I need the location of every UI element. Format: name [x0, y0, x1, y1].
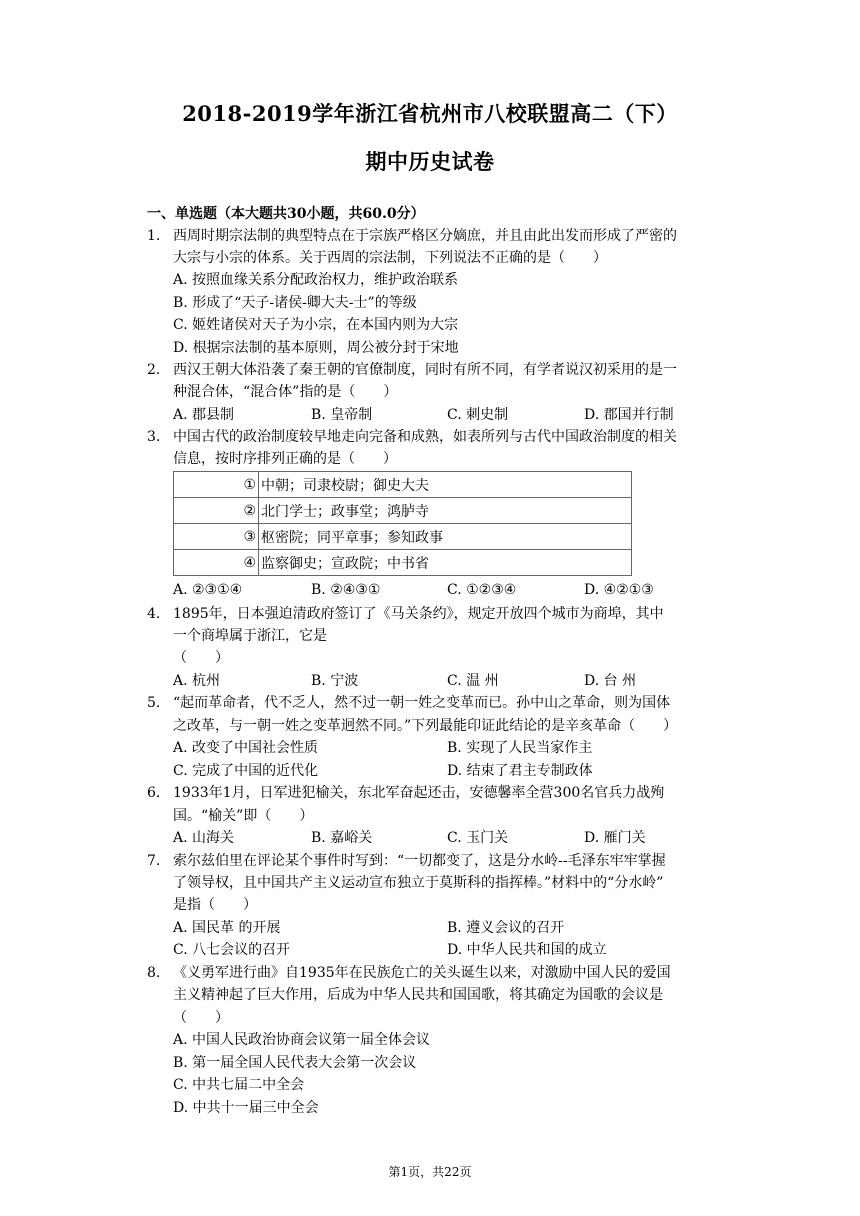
option-b: B. ②④③①: [311, 582, 381, 598]
question-text: 中国古代的政治制度较早地走向完备和成熟，如表所列与古代中国政治制度的相关: [173, 429, 677, 445]
question-number: 3.: [147, 429, 161, 445]
table-row: [174, 498, 632, 524]
question-number: 2.: [147, 362, 161, 378]
option-a: A. 杭州: [173, 673, 221, 689]
table-cell-index: ③: [174, 524, 259, 550]
question-text: 了领导权，且中国共产主义运动宣布独立于莫斯科的指挥棒。”材料中的“分水岭”: [173, 875, 664, 891]
section-heading: 一、单选题（本大题共30小题，共60.0分）: [147, 206, 425, 222]
table-cell-content: 监察御史；宣政院；中书省: [259, 550, 632, 576]
table-cell-index: ②: [174, 498, 259, 524]
option-c: C. 八七会议的召开: [173, 942, 291, 958]
option-a: A. 郡县制: [173, 407, 235, 423]
option-d: D. ④②①③: [584, 582, 654, 598]
question-text: 1895年，日本强迫清政府签订了《马关条约》，规定开放四个城市为商埠，其中: [173, 606, 664, 622]
question-text: “起而革命者，代不乏人，然不过一朝一姓之变革而已。孙中山之革命，则为国体: [173, 695, 671, 711]
option-c: C. ①②③④: [447, 582, 517, 598]
question-text: 信息，按时序排列正确的是（ ）: [173, 451, 397, 467]
option-d: D. 雁门关: [584, 830, 646, 846]
question-text: 《义勇军进行曲》自1935年在民族危亡的关头诞生以来，对激励中国人民的爱国: [173, 965, 671, 981]
option-a: A. 中国人民政治协商会议第一届全体会议: [173, 1032, 431, 1048]
question-text: （ ）: [173, 1010, 229, 1026]
option-a: A. 山海关: [173, 830, 235, 846]
question-text: 一个商埠属于浙江，它是: [173, 628, 327, 644]
question-number: 7.: [147, 853, 161, 869]
option-a: A. ②③①④: [173, 582, 243, 598]
option-b: B. 实现了人民当家作主: [447, 740, 593, 756]
question-text: 西汉王朝大体沿袭了秦王朝的官僚制度，同时有所不同，有学者说汉初采用的是一: [173, 362, 677, 378]
option-d: D. 台 州: [584, 673, 637, 689]
option-c: C. 完成了中国的近代化: [173, 763, 319, 779]
question-text: 主义精神起了巨大作用，后成为中华人民共和国国歌，将其确定为国歌的会议是: [173, 987, 663, 1003]
page-subtitle: 期中历史试卷: [365, 149, 495, 174]
option-d: D. 郡国并行制: [584, 407, 674, 423]
question-text: 种混合体，“混合体”指的是（ ）: [173, 384, 398, 400]
option-a: A. 按照血缘关系分配政治权力，维护政治联系: [173, 272, 459, 288]
table-row: [174, 524, 632, 550]
question-number: 5.: [147, 695, 161, 711]
question-text: 是指（ ）: [173, 897, 257, 913]
page-title: 2018-2019学年浙江省杭州市八校联盟高二（下）: [182, 101, 678, 126]
option-d: D. 结束了君主专制政体: [447, 763, 593, 779]
option-c: C. 温 州: [447, 673, 499, 689]
question-text: 国。“榆关”即（ ）: [173, 808, 314, 824]
question-number: 4.: [147, 606, 161, 622]
question-number: 6.: [147, 785, 161, 801]
question-text: 之改革，与一朝一姓之变革迥然不同。”下列最能印证此结论的是辛亥革命（ ）: [173, 718, 678, 734]
question-number: 8.: [147, 965, 161, 981]
option-a: A. 国民革 的开展: [173, 920, 281, 936]
option-d: D. 根据宗法制的基本原则，周公被分封于宋地: [173, 340, 459, 356]
option-b: B. 皇帝制: [311, 407, 373, 423]
option-c: C. 中共七届二中全会: [173, 1077, 305, 1093]
option-b: B. 遵义会议的召开: [447, 920, 565, 936]
question-text: 1933年1月，日军进犯榆关，东北军奋起还击，安德馨率全营300名官兵力战殉: [173, 785, 665, 801]
option-a: A. 改变了中国社会性质: [173, 740, 319, 756]
table-cell-content: 枢密院；同平章事；参知政事: [259, 524, 632, 550]
table-row: [174, 550, 632, 576]
question-number: 1.: [147, 228, 161, 244]
option-c: C. 玉门关: [447, 830, 509, 846]
option-c: C. 姬姓诸侯对天子为小宗，在本国内则为大宗: [173, 317, 459, 333]
page-footer: 第1页，共22页: [388, 1165, 472, 1179]
question-text: （ ）: [173, 650, 229, 666]
table-row: [174, 472, 632, 498]
option-d: D. 中华人民共和国的成立: [447, 942, 607, 958]
question-text: 西周时期宗法制的典型特点在于宗族严格区分嫡庶，并且由此出发而形成了严密的: [173, 228, 677, 244]
table-cell-content: 中朝；司隶校尉；御史大夫: [259, 472, 632, 498]
info-table: [173, 471, 632, 576]
option-d: D. 中共十一届三中全会: [173, 1100, 319, 1116]
option-c: C. 刺史制: [447, 407, 509, 423]
option-b: B. 宁波: [311, 673, 359, 689]
option-b: B. 形成了“天子-诸侯-卿大夫-士”的等级: [173, 295, 417, 311]
table-cell-index: ①: [174, 472, 259, 498]
table-cell-index: ④: [174, 550, 259, 576]
option-b: B. 第一届全国人民代表大会第一次会议: [173, 1055, 417, 1071]
table-cell-content: 北门学士；政事堂；鸿胪寺: [259, 498, 632, 524]
option-b: B. 嘉峪关: [311, 830, 373, 846]
question-text: 大宗与小宗的体系。关于西周的宗法制，下列说法不正确的是（ ）: [173, 250, 607, 266]
question-text: 索尔兹伯里在评论某个事件时写到：“一切都变了，这是分水岭--毛泽东牢牢掌握: [173, 853, 666, 869]
